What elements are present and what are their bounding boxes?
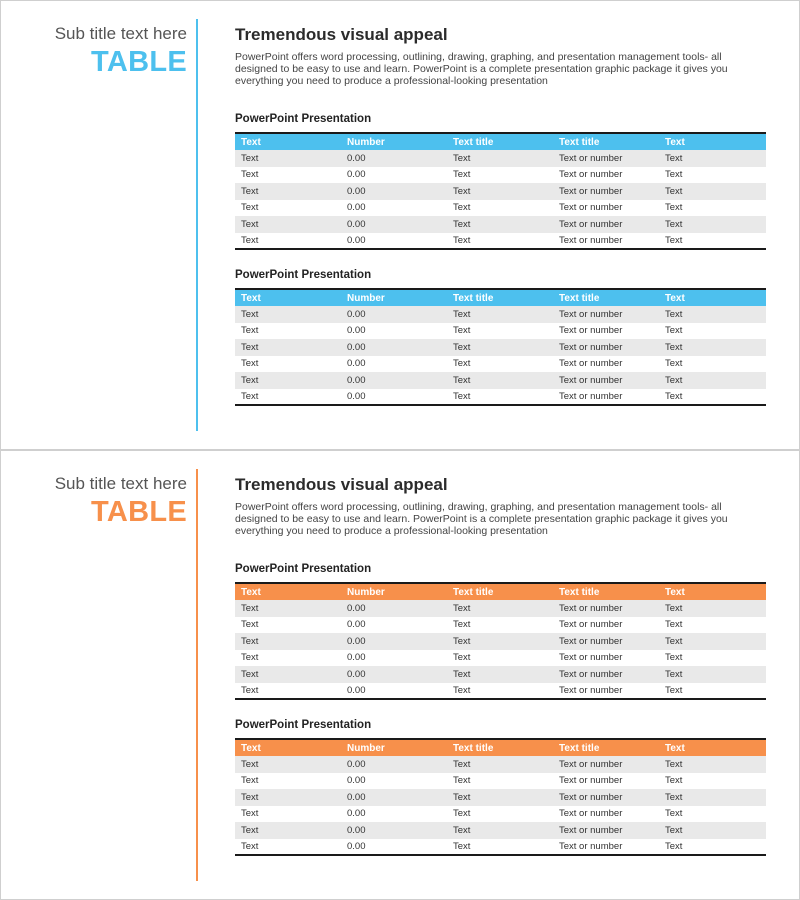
table-cell: 0.00 bbox=[341, 822, 447, 839]
table-cell: Text bbox=[241, 169, 259, 181]
table-row bbox=[235, 233, 766, 250]
table-cell: Text or number bbox=[553, 372, 659, 389]
table-cell: 0.00 bbox=[347, 169, 366, 181]
table-row bbox=[235, 356, 766, 373]
column-header: Text bbox=[241, 136, 261, 148]
table-cell: Text bbox=[447, 633, 553, 650]
table-cell: Text bbox=[241, 652, 259, 664]
title-block bbox=[1, 473, 187, 529]
table-cell: Text or number bbox=[559, 202, 623, 214]
table-row bbox=[235, 806, 766, 823]
table-cell: Text bbox=[235, 633, 341, 650]
content-header bbox=[235, 23, 775, 87]
table-cell: Text bbox=[235, 666, 341, 683]
table-cell: Text or number bbox=[553, 633, 659, 650]
table-cell: Text or number bbox=[559, 808, 623, 820]
table-section-1 bbox=[235, 112, 766, 250]
table-cell: Text bbox=[241, 619, 259, 631]
table-cell: Text bbox=[665, 808, 683, 820]
table-cell: Text bbox=[241, 234, 259, 246]
table-cell: Text bbox=[453, 202, 471, 214]
table-section-1 bbox=[235, 562, 766, 700]
table-header-row bbox=[235, 739, 766, 756]
content-heading: Tremendous visual appeal bbox=[235, 25, 448, 44]
table-row bbox=[235, 773, 766, 790]
table-title: PowerPoint Presentation bbox=[235, 563, 372, 575]
table-cell: Text or number bbox=[553, 339, 659, 356]
table-cell: 0.00 bbox=[347, 390, 366, 402]
table-cell: Text or number bbox=[553, 756, 659, 773]
table-cell: Text bbox=[447, 666, 553, 683]
content-header bbox=[235, 473, 775, 537]
data-table bbox=[235, 738, 766, 856]
table-cell: Text or number bbox=[553, 822, 659, 839]
table-cell: Text bbox=[241, 390, 259, 402]
table-row bbox=[235, 633, 766, 650]
table-cell: Text bbox=[453, 234, 471, 246]
table-cell: Text bbox=[453, 358, 471, 370]
table-cell: Text or number bbox=[553, 600, 659, 617]
table-cell: Text bbox=[659, 756, 766, 773]
column-header: Text title bbox=[453, 292, 494, 304]
table-row bbox=[235, 167, 766, 184]
table-cell: Text bbox=[235, 756, 341, 773]
column-header: Text title bbox=[559, 742, 600, 754]
table-cell: 0.00 bbox=[341, 339, 447, 356]
table-cell: Text bbox=[235, 600, 341, 617]
table-cell: Text or number bbox=[553, 306, 659, 323]
table-cell: 0.00 bbox=[341, 600, 447, 617]
table-cell: Text bbox=[447, 600, 553, 617]
table-cell: Text or number bbox=[553, 216, 659, 233]
column-header: Text title bbox=[453, 742, 494, 754]
table-cell: Text bbox=[665, 775, 683, 787]
table-cell: Text bbox=[665, 169, 683, 181]
table-cell: Text bbox=[659, 372, 766, 389]
content-description: PowerPoint offers word processing, outlining, drawing, graphing, and presentation management tools- all designed to be easy to use and learn. PowerPoint is a complete presentation graphic package it gives you everything you need to produce a professional-looking presentation bbox=[235, 501, 728, 537]
table-cell: Text bbox=[659, 216, 766, 233]
table-cell: Text bbox=[665, 358, 683, 370]
table-section-2 bbox=[235, 268, 766, 406]
data-table bbox=[235, 582, 766, 700]
table-cell: Text bbox=[453, 775, 471, 787]
table-row bbox=[235, 200, 766, 217]
table-cell: 0.00 bbox=[341, 756, 447, 773]
slide-title: TABLE bbox=[90, 46, 187, 78]
table-cell: Text bbox=[241, 202, 259, 214]
data-table bbox=[235, 288, 766, 406]
column-header: Text bbox=[665, 292, 685, 304]
table-row bbox=[235, 650, 766, 667]
table-cell: Text or number bbox=[559, 619, 623, 631]
column-header: Text title bbox=[453, 136, 494, 148]
table-cell: Text bbox=[447, 306, 553, 323]
table-cell: Text bbox=[235, 339, 341, 356]
column-header: Text bbox=[665, 742, 685, 754]
table-cell: 0.00 bbox=[347, 652, 366, 664]
table-cell: Text or number bbox=[553, 183, 659, 200]
table-cell: Text bbox=[235, 216, 341, 233]
table-row bbox=[235, 839, 766, 856]
column-header: Text bbox=[665, 586, 685, 598]
table-cell: Text bbox=[453, 684, 471, 696]
table-cell: Text bbox=[447, 150, 553, 167]
table-cell: Text bbox=[235, 789, 341, 806]
table-cell: Text bbox=[447, 216, 553, 233]
title-block bbox=[1, 23, 187, 79]
table-cell: 0.00 bbox=[341, 306, 447, 323]
table-cell: Text bbox=[665, 652, 683, 664]
column-header: Number bbox=[347, 292, 385, 304]
table-cell: Text bbox=[659, 789, 766, 806]
table-row bbox=[235, 600, 766, 617]
table-cell: 0.00 bbox=[347, 808, 366, 820]
table-cell: Text bbox=[665, 390, 683, 402]
table-cell: Text or number bbox=[553, 150, 659, 167]
table-section-2 bbox=[235, 718, 766, 856]
table-cell: Text bbox=[665, 840, 683, 852]
table-cell: Text bbox=[447, 822, 553, 839]
vertical-divider bbox=[196, 19, 198, 431]
table-row bbox=[235, 150, 766, 167]
table-cell: 0.00 bbox=[341, 633, 447, 650]
table-cell: Text bbox=[659, 633, 766, 650]
table-cell: Text bbox=[235, 150, 341, 167]
table-cell: Text bbox=[665, 684, 683, 696]
slide-subtitle: Sub title text here bbox=[54, 24, 187, 43]
table-cell: Text bbox=[453, 169, 471, 181]
table-row bbox=[235, 183, 766, 200]
table-cell: Text bbox=[659, 666, 766, 683]
table-cell: 0.00 bbox=[347, 840, 366, 852]
table-row bbox=[235, 683, 766, 700]
table-cell: Text bbox=[447, 789, 553, 806]
table-cell: Text bbox=[453, 619, 471, 631]
table-cell: Text bbox=[235, 183, 341, 200]
table-cell: Text or number bbox=[559, 358, 623, 370]
table-title: PowerPoint Presentation bbox=[235, 113, 372, 125]
table-cell: Text bbox=[241, 358, 259, 370]
table-row bbox=[235, 306, 766, 323]
column-header: Text bbox=[241, 586, 261, 598]
table-header-row bbox=[235, 289, 766, 306]
table-cell: Text bbox=[659, 600, 766, 617]
table-cell: Text or number bbox=[559, 390, 623, 402]
table-cell: Text bbox=[453, 808, 471, 820]
column-header: Text title bbox=[559, 586, 600, 598]
table-cell: Text or number bbox=[559, 840, 623, 852]
table-row bbox=[235, 756, 766, 773]
table-cell: 0.00 bbox=[347, 358, 366, 370]
table-cell: Text bbox=[235, 822, 341, 839]
column-header: Number bbox=[347, 136, 385, 148]
table-row bbox=[235, 372, 766, 389]
column-header: Number bbox=[347, 742, 385, 754]
table-row bbox=[235, 789, 766, 806]
table-cell: Text bbox=[665, 619, 683, 631]
table-cell: Text bbox=[241, 775, 259, 787]
table-cell: 0.00 bbox=[347, 684, 366, 696]
table-cell: Text or number bbox=[559, 652, 623, 664]
table-cell: Text bbox=[665, 325, 683, 337]
table-cell: Text bbox=[659, 150, 766, 167]
table-cell: 0.00 bbox=[341, 666, 447, 683]
data-table bbox=[235, 132, 766, 250]
table-cell: Text bbox=[241, 325, 259, 337]
slide-title: TABLE bbox=[90, 496, 187, 528]
column-header: Number bbox=[347, 586, 385, 598]
column-header: Text title bbox=[559, 292, 600, 304]
table-cell: Text bbox=[665, 234, 683, 246]
column-header: Text bbox=[665, 136, 685, 148]
table-cell: Text or number bbox=[559, 684, 623, 696]
table-cell: Text bbox=[659, 822, 766, 839]
table-cell: 0.00 bbox=[341, 183, 447, 200]
table-cell: Text bbox=[453, 840, 471, 852]
column-header: Text bbox=[241, 742, 261, 754]
table-header-row bbox=[235, 133, 766, 150]
table-cell: Text bbox=[241, 840, 259, 852]
table-cell: 0.00 bbox=[347, 234, 366, 246]
table-cell: Text bbox=[447, 372, 553, 389]
vertical-divider bbox=[196, 469, 198, 881]
table-cell: Text bbox=[241, 684, 259, 696]
table-cell: Text or number bbox=[559, 234, 623, 246]
table-cell: Text or number bbox=[553, 789, 659, 806]
table-cell: 0.00 bbox=[341, 372, 447, 389]
table-header-row bbox=[235, 583, 766, 600]
table-row bbox=[235, 339, 766, 356]
table-cell: Text bbox=[659, 183, 766, 200]
table-row bbox=[235, 822, 766, 839]
table-cell: 0.00 bbox=[347, 619, 366, 631]
table-cell: Text bbox=[453, 325, 471, 337]
column-header: Text title bbox=[559, 136, 600, 148]
column-header: Text title bbox=[453, 586, 494, 598]
slide-subtitle: Sub title text here bbox=[54, 474, 187, 493]
table-cell: Text bbox=[659, 306, 766, 323]
table-cell: Text bbox=[453, 390, 471, 402]
table-cell: Text or number bbox=[559, 169, 623, 181]
column-header: Text bbox=[241, 292, 261, 304]
slide-orange bbox=[0, 450, 800, 900]
table-title: PowerPoint Presentation bbox=[235, 719, 372, 731]
table-cell: Text or number bbox=[559, 325, 623, 337]
table-cell: Text bbox=[235, 306, 341, 323]
table-row bbox=[235, 389, 766, 406]
table-cell: 0.00 bbox=[347, 202, 366, 214]
table-row bbox=[235, 617, 766, 634]
table-cell: Text bbox=[447, 183, 553, 200]
table-cell: 0.00 bbox=[341, 150, 447, 167]
table-cell: Text bbox=[659, 339, 766, 356]
table-cell: Text bbox=[453, 652, 471, 664]
table-title: PowerPoint Presentation bbox=[235, 269, 372, 281]
table-cell: Text or number bbox=[559, 775, 623, 787]
table-row bbox=[235, 666, 766, 683]
content-heading: Tremendous visual appeal bbox=[235, 475, 448, 494]
table-cell: Text bbox=[235, 372, 341, 389]
table-cell: Text bbox=[447, 756, 553, 773]
table-row bbox=[235, 216, 766, 233]
table-cell: 0.00 bbox=[341, 216, 447, 233]
table-cell: Text bbox=[241, 808, 259, 820]
table-cell: Text bbox=[447, 339, 553, 356]
content-description: PowerPoint offers word processing, outlining, drawing, graphing, and presentation management tools- all designed to be easy to use and learn. PowerPoint is a complete presentation graphic package it gives you everything you need to produce a professional-looking presentation bbox=[235, 51, 728, 87]
table-cell: 0.00 bbox=[341, 789, 447, 806]
table-cell: 0.00 bbox=[347, 775, 366, 787]
table-cell: Text bbox=[665, 202, 683, 214]
table-cell: Text or number bbox=[553, 666, 659, 683]
table-row bbox=[235, 323, 766, 340]
table-cell: 0.00 bbox=[347, 325, 366, 337]
